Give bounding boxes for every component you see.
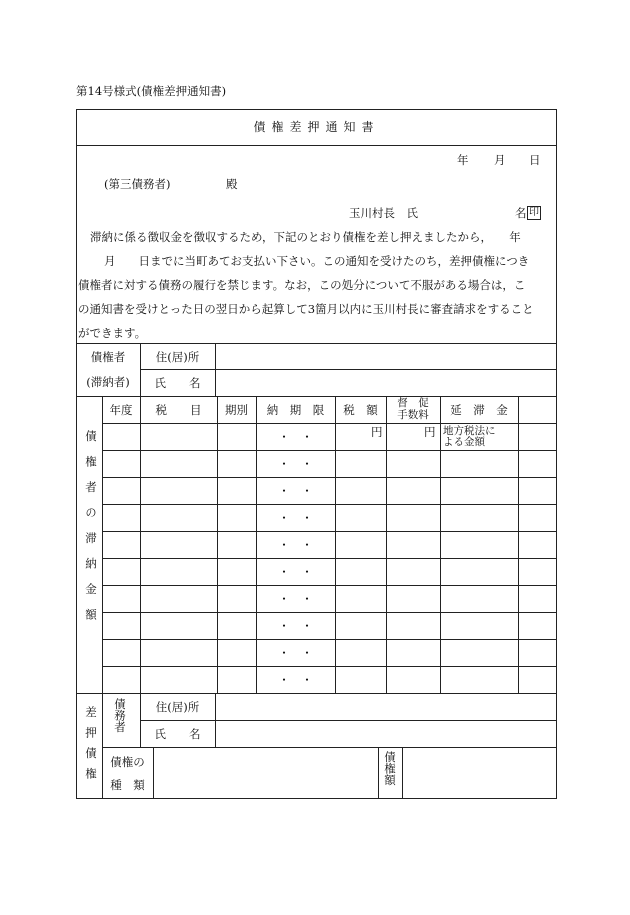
divider xyxy=(76,396,557,397)
col-period: 期別 xyxy=(225,403,248,417)
addressee-honorific: 殿 xyxy=(226,177,238,191)
body-line-5: ができます。 xyxy=(78,326,147,340)
divider xyxy=(153,747,154,799)
divider xyxy=(102,450,557,451)
divider xyxy=(76,145,557,146)
col-late-fee: 延 滞 金 xyxy=(450,403,508,417)
divider xyxy=(102,531,557,532)
divider xyxy=(102,558,557,559)
divider xyxy=(402,747,403,799)
delinquent-label: (滞納者) xyxy=(86,375,130,389)
divider xyxy=(102,504,557,505)
divider xyxy=(102,396,103,693)
arrears-side-label: 債権者の滞納金額 xyxy=(84,430,98,634)
seal-stamp xyxy=(527,205,541,220)
deadline-dots: ・ ・ xyxy=(278,511,313,525)
claim-type-label-1: 債権の xyxy=(110,755,145,769)
form-title: 債権差押通知書 xyxy=(253,120,380,134)
col-deadline: 納 期 限 xyxy=(266,403,325,417)
claim-type-label-2: 種 類 xyxy=(110,778,145,792)
body-line-1: 滞納に係る徴収金を徴収するため，下記のとおり債権を差し押えましたから， 年 xyxy=(90,230,521,244)
fee-yen-unit: 円 xyxy=(424,425,436,439)
seized-side-label: 差押債権 xyxy=(84,706,98,788)
claim-amount-label: 債権額 xyxy=(383,751,397,786)
divider xyxy=(335,396,336,693)
third-debtor-label: (第三債務者) xyxy=(104,177,171,191)
divider xyxy=(102,423,557,424)
divider xyxy=(102,477,557,478)
col-fee-line1: 督 促 xyxy=(397,397,429,409)
creditor-name-label: 氏 名 xyxy=(154,376,201,390)
date-day-label: 日 xyxy=(529,153,541,167)
deadline-dots: ・ ・ xyxy=(278,646,313,660)
date-year-label: 年 xyxy=(457,153,469,167)
deadline-dots: ・ ・ xyxy=(278,565,313,579)
divider xyxy=(76,693,557,694)
col-tax-item: 税 目 xyxy=(155,403,202,417)
notice-form xyxy=(76,109,557,799)
col-year: 年度 xyxy=(109,403,133,417)
deadline-dots: ・ ・ xyxy=(278,484,313,498)
divider xyxy=(102,639,557,640)
deadline-dots: ・ ・ xyxy=(278,538,313,552)
tax-yen-unit: 円 xyxy=(371,425,383,439)
form-label: 第14号様式(債権差押通知書) xyxy=(76,84,227,98)
deadline-dots: ・ ・ xyxy=(278,673,313,687)
creditor-label: 債権者 xyxy=(90,350,126,364)
divider xyxy=(440,396,441,693)
body-line-2: 月 日までに当町あてお支払い下さい。この通知を受けたのち，差押債権につき xyxy=(104,254,530,268)
body-line-3: 債権者に対する債務の履行を禁じます。なお，この処分について不服がある場合は，こ xyxy=(78,278,526,292)
issuer-title: 玉川村長 氏 xyxy=(349,206,418,220)
late-fee-note-2: よる金額 xyxy=(443,436,485,448)
debtor-name-label: 氏 名 xyxy=(154,727,201,741)
late-fee-note-1: 地方税法に xyxy=(443,425,496,437)
divider xyxy=(102,585,557,586)
divider xyxy=(140,369,557,370)
divider xyxy=(518,396,519,693)
divider xyxy=(76,343,557,344)
deadline-dots: ・ ・ xyxy=(278,619,313,633)
divider xyxy=(378,747,379,799)
divider xyxy=(217,396,218,693)
divider xyxy=(102,747,557,748)
col-fee-line2: 手数料 xyxy=(397,409,429,421)
debtor-address-label: 住(居)所 xyxy=(155,700,200,714)
divider xyxy=(140,396,141,693)
seal-mark: 印 xyxy=(529,207,539,218)
deadline-dots: ・ ・ xyxy=(278,457,313,471)
divider xyxy=(386,396,387,693)
col-tax-amount: 税 額 xyxy=(343,403,378,417)
debtor-label: 債務者 xyxy=(113,698,127,733)
divider xyxy=(215,343,216,396)
divider xyxy=(140,720,557,721)
deadline-dots: ・ ・ xyxy=(278,592,313,606)
issuer-name-label: 名 xyxy=(515,206,527,220)
deadline-dots: ・ ・ xyxy=(278,430,313,444)
creditor-address-label: 住(居)所 xyxy=(155,350,200,364)
divider xyxy=(215,693,216,747)
body-line-4: の通知書を受けとった日の翌日から起算して3箇月以内に玉川村長に審査請求をすること xyxy=(78,302,534,316)
divider xyxy=(102,666,557,667)
date-month-label: 月 xyxy=(494,153,506,167)
divider xyxy=(102,612,557,613)
